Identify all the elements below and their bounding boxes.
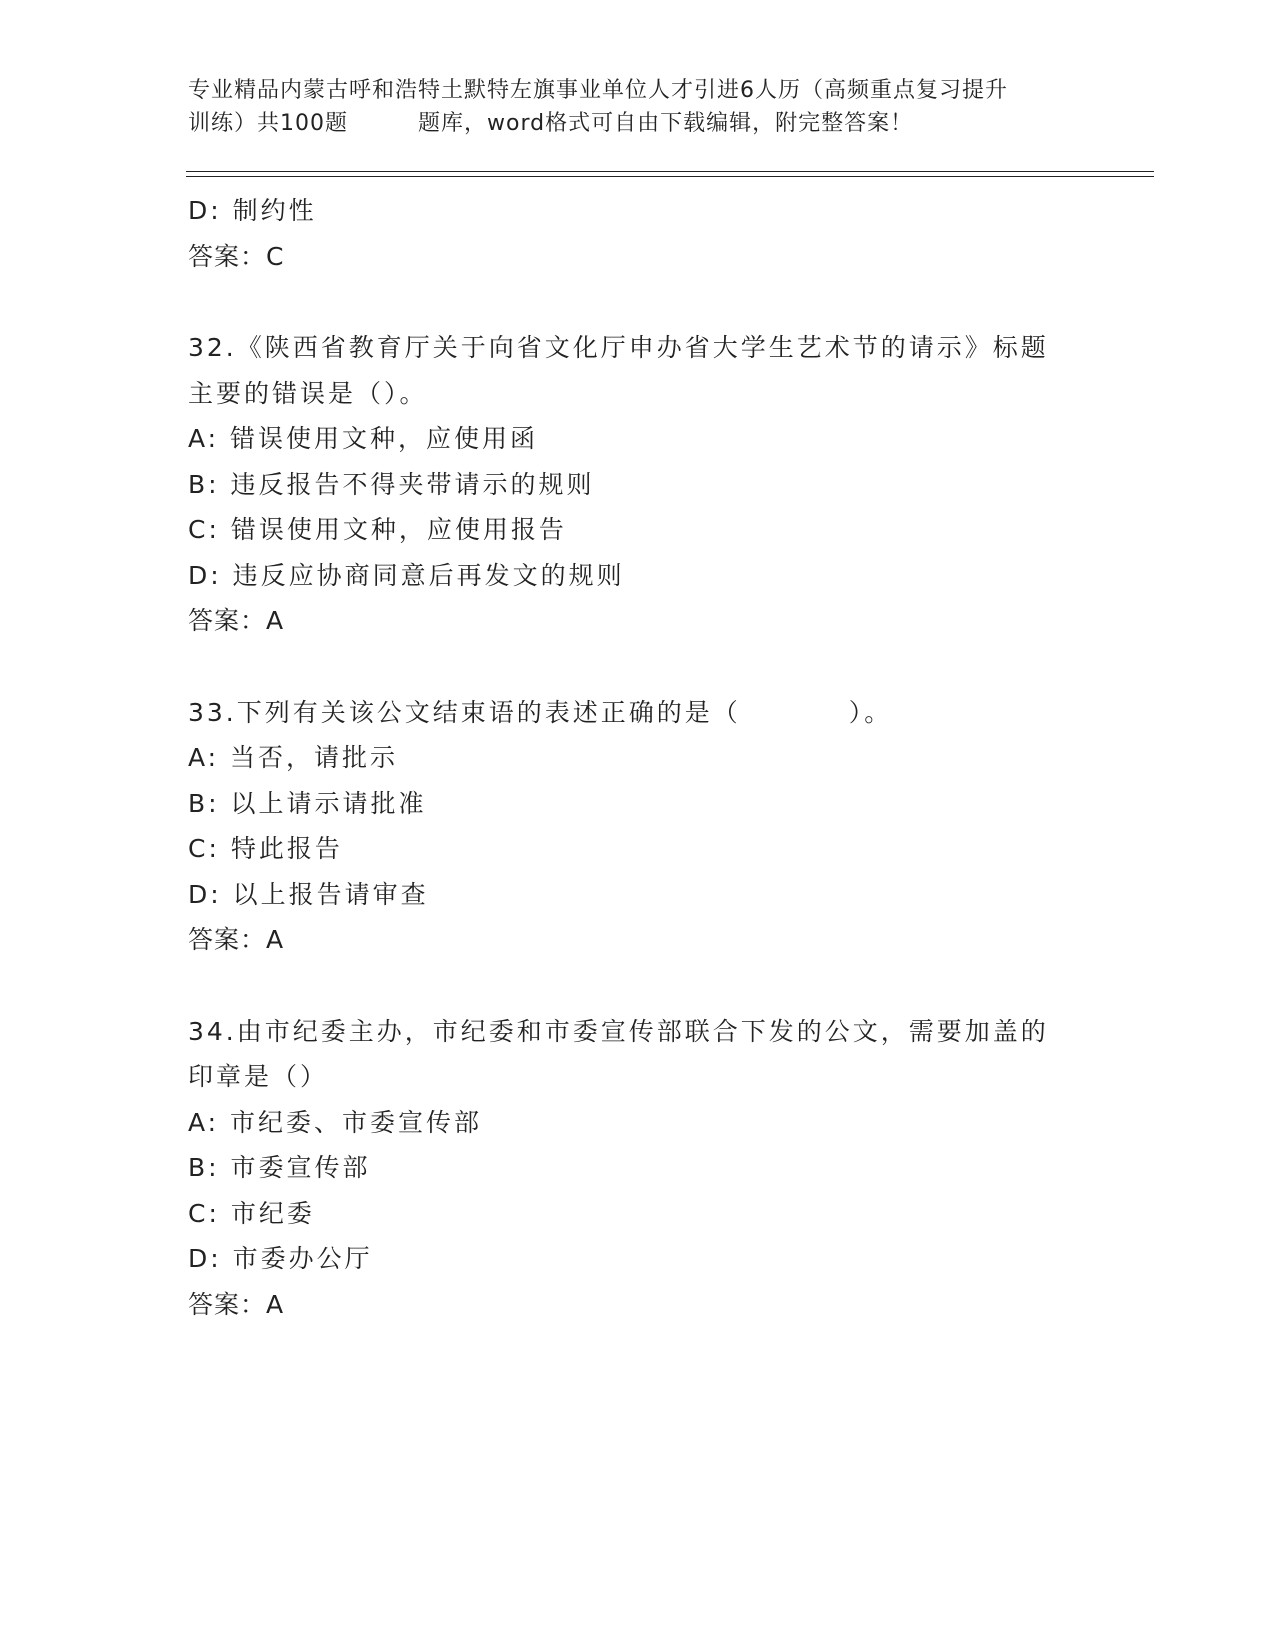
question-33-answer: 答案：A [188, 925, 285, 954]
header-line-1: 专业精品内蒙古呼和浩特土默特左旗事业单位人才引进6人历（高频重点复习提升 [188, 78, 1008, 103]
question-32 [188, 325, 1088, 644]
question-32-option-b: B: 违反报告不得夹带请示的规则 [188, 469, 595, 499]
question-33-option-c: C: 特此报告 [188, 834, 343, 863]
question-33-option-d: D: 以上报告请审查 [188, 879, 429, 909]
question-32-text-1: 32.《陕西省教育厅关于向省文化厅申办省大学生艺术节的请示》标题 [188, 333, 1049, 362]
header-line-2 [188, 107, 1088, 140]
question-34-text-1: 34.由市纪委主办，市纪委和市委宣传部联合下发的公文，需要加盖的 [188, 1016, 1049, 1046]
page-header [188, 74, 1088, 140]
prev-option-d: D: 制约性 [188, 196, 317, 225]
question-34-text-2: 印章是（） [188, 1062, 329, 1091]
header-line-2-left: 训练）共100题 [188, 111, 348, 136]
question-33 [188, 690, 1088, 963]
question-34-option-a: A: 市纪委、市委宣传部 [188, 1107, 483, 1137]
question-34-option-c: C: 市纪委 [188, 1198, 315, 1228]
question-content [188, 188, 1088, 1327]
header-rule-bottom [186, 176, 1154, 177]
prev-answer: 答案：C [188, 241, 285, 271]
question-32-option-d: D: 违反应协商同意后再发文的规则 [188, 560, 625, 590]
question-33-text-a: 33.下列有关该公文结束语的表述正确的是（ [188, 697, 741, 727]
question-34 [188, 1009, 1088, 1328]
header-line-2-right: 题库，word格式可自由下载编辑，附完整答案！ [418, 111, 914, 136]
question-32-answer: 答案：A [188, 606, 285, 635]
question-33-text-b: ）。 [848, 697, 893, 727]
question-34-answer: 答案：A [188, 1289, 285, 1319]
question-32-option-a: A: 错误使用文种，应使用函 [188, 424, 539, 453]
question-33-text [188, 690, 1088, 736]
header-rule-top [186, 171, 1154, 172]
question-32-option-c: C: 错误使用文种，应使用报告 [188, 515, 567, 544]
question-32-text-2: 主要的错误是（）。 [188, 378, 428, 408]
question-33-option-a: A: 当否，请批示 [188, 743, 399, 772]
question-34-option-d: D: 市委办公厅 [188, 1244, 373, 1273]
question-33-option-b: B: 以上请示请批准 [188, 788, 427, 818]
question-34-option-b: B: 市委宣传部 [188, 1153, 371, 1182]
